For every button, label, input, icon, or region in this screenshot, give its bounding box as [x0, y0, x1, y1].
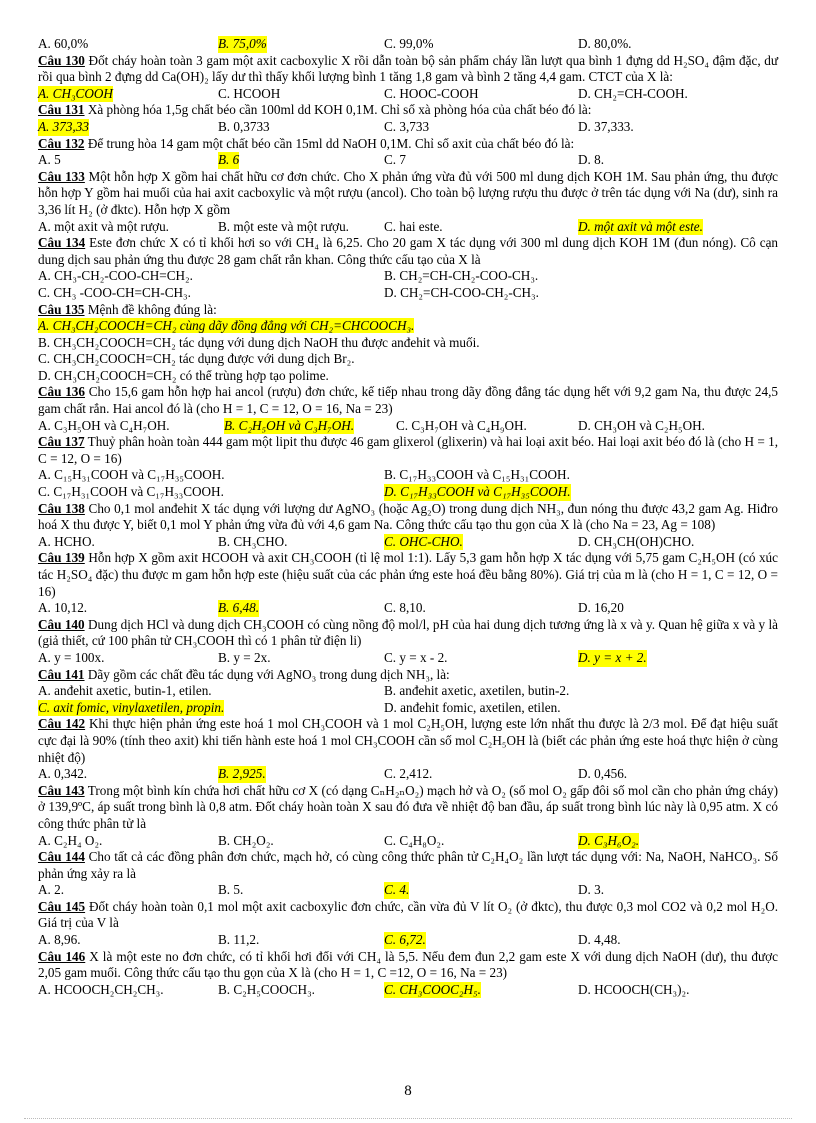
option-b: B. 5.: [218, 882, 244, 898]
q134-options-row2: [38, 285, 778, 302]
option-b-answer: B. 6: [218, 152, 240, 168]
option-d-answer: D. C₁₇H₃₃COOH và C₁₇H₃₅COOH.: [384, 484, 571, 500]
option-a: A. 8,96.: [38, 932, 81, 948]
option-b: B. anđehit axetic, axetilen, butin-2.: [384, 683, 570, 699]
footer-divider: [24, 1118, 792, 1119]
question-145: [38, 899, 778, 932]
option-d: D. 3.: [578, 882, 605, 898]
option-c: C. hai este.: [384, 218, 443, 234]
option-d-answer: D. y = x + 2.: [578, 649, 647, 665]
option-b: B. C₁₇H₃₃COOH và C₁₅H₃₁COOH.: [384, 467, 570, 483]
option-d: D. 0,456.: [578, 766, 628, 782]
question-130: [38, 53, 778, 86]
option-a: A. 60,0%: [38, 36, 89, 51]
q139-options: [38, 600, 778, 617]
option-c2: C. HOOC-COOH: [384, 85, 479, 101]
question-134: [38, 235, 778, 268]
q143-options: [38, 833, 778, 850]
question-label: Câu 137: [38, 434, 85, 450]
option-b: B. CH₂O₂.: [218, 832, 274, 848]
question-133: [38, 169, 778, 219]
option-b: B. 0,3733: [218, 118, 270, 134]
option-c-answer: C. 4.: [384, 882, 410, 898]
q141-options-row2: [38, 700, 778, 717]
option-d: D. 16,20: [578, 600, 624, 616]
question-text: Đốt cháy hoàn toàn 0,1 mol một axit cacboxylic đơn chức, cần vừa đủ V lít O₂ (ở đktc), thu được 0,3 mol CO2 và 0,2 mol H₂O. Giá trị của V là: [38, 898, 779, 931]
q138-options: [38, 534, 778, 551]
option-a: A. 5: [38, 152, 61, 168]
question-text: Khi thực hiện phản ứng este hoá 1 mol CH₃COOH và 1 mol C₂H₅OH, lượng este lớn nhất thu được là 2/3 mol. Để đạt hiệu suất cực đại là 90% (tính theo axit) khi tiến hành este hoá 1 mol CH₃COOH cần số mol C₂H₅OH là (biết các phản ứng este hoá thực hiện ở cùng nhiệt độ): [38, 716, 779, 765]
question-text: Thuỷ phân hoàn toàn 444 gam một lipit thu được 46 gam glixerol (glixerin) và hai loại axit béo. Hai loại axit béo đó là (cho H = 1, C = 12, O = 16): [38, 434, 778, 466]
question-text: Este đơn chức X có tỉ khối hơi so với CH₄ là 6,25. Cho 20 gam X tác dụng với 300 ml dung dịch KOH 1M (đun nóng). Cô cạn dung dịch sau phản ứng thu được 28 gam chất rắn khan. Công thức cấu tạo của X là: [38, 235, 779, 267]
option-c: C. C₁₇H₃₁COOH và C₁₇H₃₃COOH.: [38, 484, 224, 500]
question-text: Cho tất cả các đồng phân đơn chức, mạch hở, có cùng công thức phân tử C₂H₄O₂ lần lượt tác dụng với: Na, NaOH, NaHCO₃. Số phản ứng xảy ra là: [38, 849, 779, 881]
q142-options: [38, 766, 778, 783]
option-c-answer: C. OHC-CHO.: [384, 533, 463, 549]
q134-options-row1: [38, 268, 778, 285]
option-a: A. 0,342.: [38, 766, 88, 782]
option-c1: C. HCOOH: [218, 85, 281, 101]
question-142: [38, 716, 778, 766]
option-c-answer: C. axit fomic, vinylaxetilen, propin.: [38, 699, 225, 715]
q135-option-c: C. CH₃CH₂COOCH=CH₂ tác dụng được với dung dịch Br₂.: [38, 351, 355, 367]
q137-options-row2: [38, 484, 778, 501]
option-c: C. 99,0%: [384, 36, 434, 51]
question-label: Câu 138: [38, 500, 85, 516]
option-c: C. 7: [384, 152, 406, 168]
q135-option-d: D. CH₃CH₂COOCH=CH₂ có thể trùng hợp tạo polime.: [38, 367, 329, 383]
question-text: Xà phòng hóa 1,5g chất béo cần 100ml dd KOH 0,1M. Chỉ số xà phòng hóa của chất béo đó là:: [87, 102, 592, 118]
option-b-answer: B. 75,0%: [218, 36, 267, 51]
question-label: Câu 131: [38, 102, 85, 118]
q145-options: [38, 932, 778, 949]
question-text: Để trung hòa 14 gam một chất béo cần 15ml dd NaOH 0,1M. Chỉ số axit của chất béo đó là:: [87, 135, 575, 151]
option-d: D. CH₂=CH-COOH.: [578, 85, 688, 101]
option-a: A. C₃H₅OH và C₄H₇OH.: [38, 417, 170, 433]
question-138: [38, 501, 778, 534]
q132-options: [38, 152, 778, 169]
option-a-answer: A. CH₃COOH: [38, 85, 113, 101]
question-label: Câu 144: [38, 849, 85, 865]
option-a: A. C₁₅H₃₁COOH và C₁₇H₃₅COOH.: [38, 467, 225, 483]
exam-page: [38, 36, 778, 998]
question-text: X là một este no đơn chức, có tỉ khối hơi đối với CH₄ là 5,5. Nếu đem đun 2,2 gam este X với dung dịch NaOH (dư), thu được 2,05 gam muối. Công thức cấu tạo thu gọn của X là (cho H = 1, C =12, O = 16, Na = 23): [38, 948, 779, 981]
option-a: A. HCOOCH₂CH₂CH₃.: [38, 981, 164, 997]
question-143: [38, 783, 778, 833]
question-label: Câu 135: [38, 301, 85, 317]
q130-options: [38, 86, 778, 103]
question-144: [38, 849, 778, 882]
option-a: A. y = 100x.: [38, 649, 105, 665]
q146-options: [38, 982, 778, 999]
option-a-answer: A. 373,33: [38, 118, 89, 134]
question-text: Dung dịch HCl và dung dịch CH₃COOH có cùng nồng độ mol/l, pH của hai dung dịch tương ứng là x và y. Quan hệ giữa x và y là (giả thiết, cứ 100 phân tử CH₃COOH thì có 1 phân tử điện li): [38, 616, 779, 649]
option-b: B. y = 2x.: [218, 649, 271, 665]
option-d-answer: D. C₃H₆O₂.: [578, 832, 640, 848]
question-text: Dãy gồm các chất đều tác dụng với AgNO₃ trong dung dịch NH₃, là:: [87, 666, 450, 682]
question-text: Đốt cháy hoàn toàn 3 gam một axit cacboxylic X rồi dẫn toàn bộ sản phẩm cháy lần lượt qua bình 1 đựng dd H₂SO₄ đậm đặc, dư rồi qua bình 2 đựng dd Ca(OH)₂ lấy dư thì thấy khối lượng bình 1 tăng 1,8 gam và bình 2 tăng 4,4 gam. CTCT của X là:: [38, 52, 779, 85]
option-d-answer: D. một axit và một este.: [578, 218, 703, 234]
question-text: Cho 0,1 mol anđehit X tác dụng với lượng dư AgNO₃ (hoặc Ag₂O) trong dung dịch NH₃, đun nóng thu được 43,2 gam Ag. Hiđro hoá X thu được Y, biết 0,1 mol Y phản ứng vừa đủ với 4,6 gam Na. Công thức cấu tạo thu gọn của X là (cho Na = 23, Ag = 108): [38, 500, 779, 533]
question-label: Câu 132: [38, 135, 85, 151]
option-a: A. C₂H₄ O₂.: [38, 832, 103, 848]
q140-options: [38, 650, 778, 667]
question-label: Câu 141: [38, 666, 85, 682]
question-text: Hỗn hợp X gồm axit HCOOH và axit CH₃COOH (tỉ lệ mol 1:1). Lấy 5,3 gam hỗn hợp X tác dụng với 5,75 gam C₂H₅OH (có xúc tác H₂SO₄ đặc) thu được m gam hỗn hợp este (hiệu suất của các phản ứng este hoá đều bằng 80%). Giá trị của m là (cho H = 1, C = 12, O = 16): [38, 550, 779, 599]
option-d: D. 4,48.: [578, 932, 621, 948]
option-b-answer: B. 6,48.: [218, 600, 260, 616]
option-b: B. CH₃CHO.: [218, 533, 288, 549]
page-number: 8: [404, 1083, 412, 1099]
question-label: Câu 143: [38, 782, 85, 798]
option-c: C. 8,10.: [384, 600, 426, 616]
option-d: D. 8.: [578, 152, 605, 168]
option-c: C. y = x - 2.: [384, 649, 448, 665]
q135-option-a: [38, 318, 778, 335]
question-text: Trong một bình kín chứa hơi chất hữu cơ X (có dạng CₙH₂ₙO₂) mạch hở và O₂ (số mol O₂ gấp đôi số mol cần cho phản ứng cháy) ở 139,9ºC, áp suất trong bình là 0,8 atm. Đốt cháy hoàn toàn X sau đó đưa về nhiệt độ ban đầu, áp suất trong bình lúc này là 0,95 atm. X có công thức phân tử là: [38, 782, 778, 831]
question-label: Câu 130: [38, 52, 85, 68]
option-b: B. CH₂=CH-CH₂-COO-CH₃.: [384, 268, 539, 284]
question-140: [38, 617, 778, 650]
option-a-answer: A. CH₃CH₂COOCH=CH₂ cùng dãy đồng đẳng với CH₂=CHCOOCH₃.: [38, 318, 415, 334]
q141-options-row1: [38, 683, 778, 700]
q136-options: [38, 418, 778, 435]
question-text: Cho 15,6 gam hỗn hợp hai ancol (rượu) đơn chức, kế tiếp nhau trong dãy đồng đẳng tác dụng hết với 9,2 gam Na, thu được 24,5 gam chất rắn. Hai ancol đó là (cho H = 1, C = 12, O = 16, Na = 23): [38, 384, 778, 417]
question-label: Câu 140: [38, 616, 85, 632]
question-label: Câu 139: [38, 550, 85, 566]
q137-options-row1: [38, 467, 778, 484]
q133-options: [38, 219, 778, 236]
question-141: [38, 667, 778, 684]
q131-options: [38, 119, 778, 136]
question-136: [38, 384, 778, 417]
question-132: [38, 136, 778, 153]
option-d: D. HCOOCH(CH₃)₂.: [578, 981, 690, 997]
question-label: Câu 145: [38, 898, 86, 914]
option-d: D. CH₃OH và C₂H₅OH.: [578, 417, 705, 433]
option-d: D. CH₂=CH-COO-CH₂-CH₃.: [384, 284, 539, 300]
option-b: B. C₂H₅COOCH₃.: [218, 981, 315, 997]
option-c: C. C₄H₈O₂.: [384, 832, 445, 848]
option-b: B. một este và một rượu.: [218, 218, 349, 234]
option-a: A. 10,12.: [38, 600, 88, 616]
option-c: C. C₃H₇OH và C₄H₉OH.: [396, 417, 527, 433]
question-146: [38, 949, 778, 982]
option-b-answer: B. C₂H₅OH và C₃H₇OH.: [224, 417, 355, 433]
question-137: [38, 434, 778, 467]
question-label: Câu 133: [38, 168, 85, 184]
option-a: A. một axit và một rượu.: [38, 218, 169, 234]
option-d: D. CH₃CH(OH)CHO.: [578, 533, 695, 549]
option-c-answer: C. CH₃COOC₂H₅.: [384, 981, 481, 997]
q129-options: [38, 36, 778, 53]
question-131: [38, 102, 778, 119]
option-b: B. 11,2.: [218, 932, 260, 948]
option-c: C. CH₃ -COO-CH=CH-CH₃.: [38, 284, 191, 300]
question-label: Câu 142: [38, 716, 86, 732]
question-text: Một hỗn hợp X gồm hai chất hữu cơ đơn chức. Cho X phản ứng vừa đủ với 500 ml dung dịch KOH 1M. Sau phản ứng, thu được hỗn hợp Y gồm hai muối của hai axit cacboxylic và một rượu (ancol). Cho toàn bộ lượng rượu thu được ở trên tác dụng với Na (dư), sinh ra 3,36 lít H₂ (ở đktc). Hỗn hợp X gồm: [38, 168, 779, 217]
question-label: Câu 146: [38, 948, 86, 964]
question-text: Mệnh đề không đúng là:: [87, 301, 217, 317]
q135-option-b: B. CH₃CH₂COOCH=CH₂ tác dụng với dung dịch NaOH thu được anđehit và muối.: [38, 334, 480, 350]
option-b-answer: B. 2,925.: [218, 766, 266, 782]
q144-options: [38, 882, 778, 899]
option-a: A. 2.: [38, 882, 65, 898]
option-d: D. anđehit fomic, axetilen, etilen.: [384, 699, 561, 715]
option-d: D. 37,333.: [578, 118, 634, 134]
question-139: [38, 550, 778, 600]
question-label: Câu 134: [38, 235, 86, 251]
option-d: D. 80,0%.: [578, 36, 632, 51]
option-a: A. CH₃-CH₂-COO-CH=CH₂.: [38, 268, 193, 284]
option-c: C. 3,733: [384, 118, 430, 134]
question-label: Câu 136: [38, 384, 85, 400]
option-a: A. anđehit axetic, butin-1, etilen.: [38, 683, 212, 699]
question-135: [38, 302, 778, 319]
option-c: C. 2,412.: [384, 766, 433, 782]
option-c-answer: C. 6,72.: [384, 932, 426, 948]
option-a: A. HCHO.: [38, 533, 95, 549]
